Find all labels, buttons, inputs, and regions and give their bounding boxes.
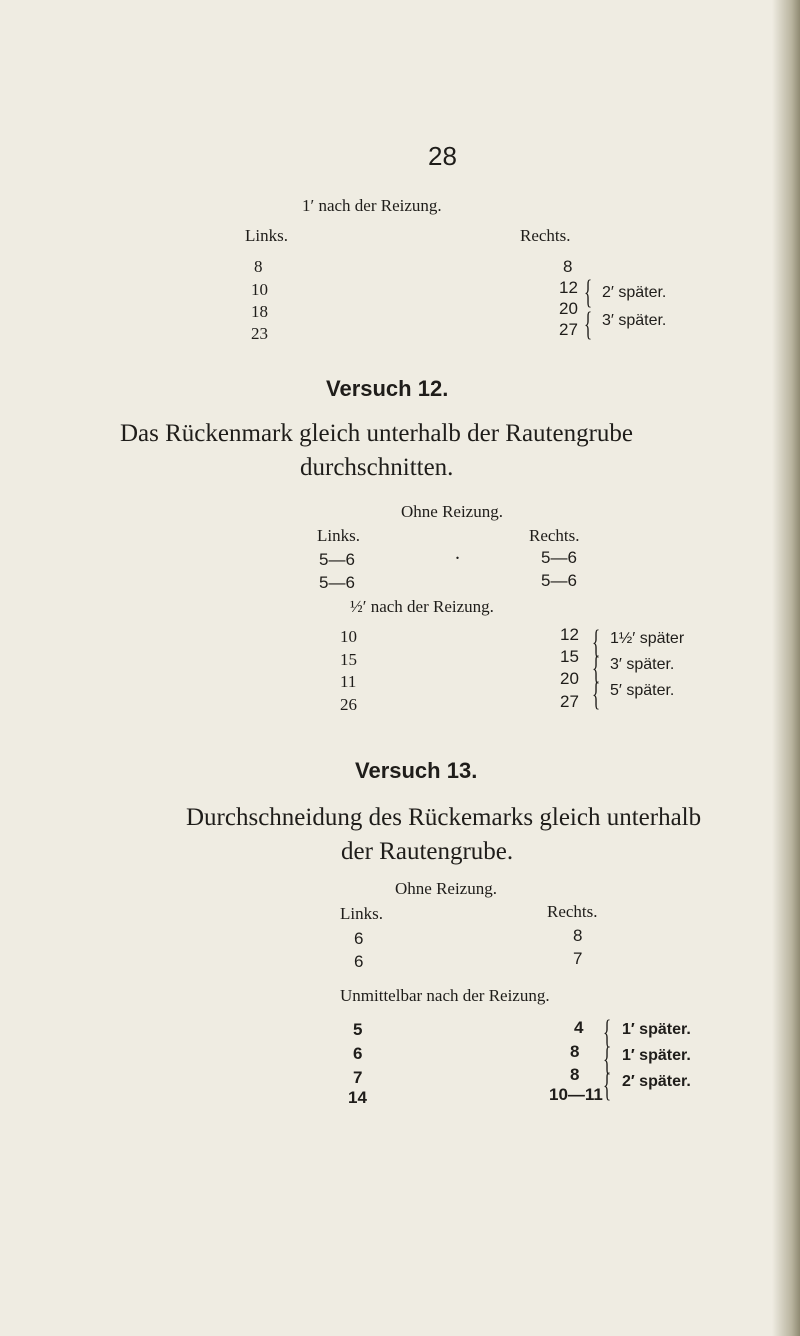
versuch12-nach-rechts-value: 20 — [560, 669, 579, 688]
versuch12-heading: Versuch 12. — [326, 376, 449, 401]
versuch13-ohne-rechts-value: 7 — [573, 949, 583, 968]
versuch13-nach-rechts-value: 8 — [570, 1065, 580, 1084]
versuch13-rechts-label: Rechts. — [547, 902, 598, 921]
versuch13-note: 1′ später. — [622, 1021, 691, 1038]
versuch13-nach-rechts-value: 4 — [574, 1018, 584, 1037]
block1-links-label: Links. — [245, 226, 288, 245]
versuch13-nach-rechts-value: 10—11 — [549, 1085, 603, 1104]
page-number: 28 — [428, 141, 457, 171]
block1-rechts-value: 8 — [563, 257, 573, 276]
versuch12-nach-rechts-value: 15 — [560, 647, 579, 666]
page-edge-shadow — [772, 0, 800, 1336]
brace-icon: { — [592, 650, 601, 687]
versuch12-note: 3′ später. — [610, 656, 675, 673]
versuch12-nach-rechts-value: 27 — [560, 692, 579, 711]
versuch12-nach-links-value: 11 — [340, 672, 357, 691]
block1-links-value: 23 — [251, 324, 268, 343]
versuch13-nach-rechts-value: 8 — [570, 1042, 580, 1061]
versuch13-ohne-rechts-value: 8 — [573, 926, 583, 945]
versuch13-description-line2: der Rautengrube. — [341, 838, 514, 865]
versuch12-ohne-rechts-value: 5—6 — [541, 571, 577, 590]
block1-rechts-value: 27 — [559, 320, 578, 339]
versuch12-description-line2: durchschnitten. — [300, 454, 454, 481]
brace-icon: { — [584, 274, 593, 311]
versuch12-nach-links-value: 15 — [340, 650, 357, 669]
block1-links-value: 18 — [251, 302, 268, 321]
block1-rechts-value: 20 — [559, 299, 578, 318]
versuch13-nach-links-value: 14 — [348, 1088, 367, 1107]
brace-icon: { — [584, 306, 593, 343]
brace-icon: { — [603, 1014, 612, 1051]
versuch13-ohne-links-value: 6 — [354, 952, 364, 971]
versuch12-rechts-label: Rechts. — [529, 526, 580, 545]
versuch12-ohne-rechts-value: 5—6 — [541, 548, 577, 567]
versuch13-links-label: Links. — [340, 904, 383, 923]
block1-links-value: 10 — [251, 280, 268, 299]
versuch12-links-label: Links. — [317, 526, 360, 545]
versuch13-ohne-label: Ohne Reizung. — [395, 879, 497, 898]
versuch13-nach-label: Unmittelbar nach der Reizung. — [340, 986, 550, 1005]
versuch12-ohne-links-value: 5—6 — [319, 573, 355, 592]
versuch12-nach-links-value: 10 — [340, 627, 357, 646]
block1-title: 1′ nach der Reizung. — [302, 196, 442, 215]
brace-icon: { — [603, 1041, 612, 1078]
ink-dot: . — [455, 542, 460, 564]
brace-icon: { — [592, 676, 601, 713]
versuch13-nach-links-value: 5 — [353, 1020, 363, 1039]
block1-note: 2′ später. — [602, 284, 667, 301]
versuch13-note: 1′ später. — [622, 1047, 691, 1064]
versuch13-description-line1: Durchschneidung des Rückemarks gleich unterhalb — [186, 804, 702, 831]
block1-links-value: 8 — [254, 257, 263, 276]
versuch12-ohne-links-value: 5—6 — [319, 550, 355, 569]
brace-icon: { — [603, 1067, 612, 1104]
versuch12-description-line1: Das Rückenmark gleich unterhalb der Rautengrube — [120, 420, 634, 447]
versuch13-note: 2′ später. — [622, 1073, 691, 1090]
versuch12-nach-links-value: 26 — [340, 695, 357, 714]
versuch12-nach-label: ½′ nach der Reizung. — [350, 597, 494, 616]
versuch12-note: 5′ später. — [610, 682, 675, 699]
block1-rechts-value: 12 — [559, 278, 578, 297]
versuch13-nach-links-value: 6 — [353, 1044, 363, 1063]
versuch12-ohne-label: Ohne Reizung. — [401, 502, 503, 521]
block1-rechts-label: Rechts. — [520, 226, 571, 245]
block1-note: 3′ später. — [602, 312, 667, 329]
versuch12-note: 1½′ später — [610, 630, 685, 647]
versuch13-heading: Versuch 13. — [355, 758, 478, 783]
brace-icon: { — [592, 624, 601, 661]
versuch13-nach-links-value: 7 — [353, 1068, 363, 1087]
versuch12-nach-rechts-value: 12 — [560, 625, 579, 644]
versuch13-ohne-links-value: 6 — [354, 929, 364, 948]
